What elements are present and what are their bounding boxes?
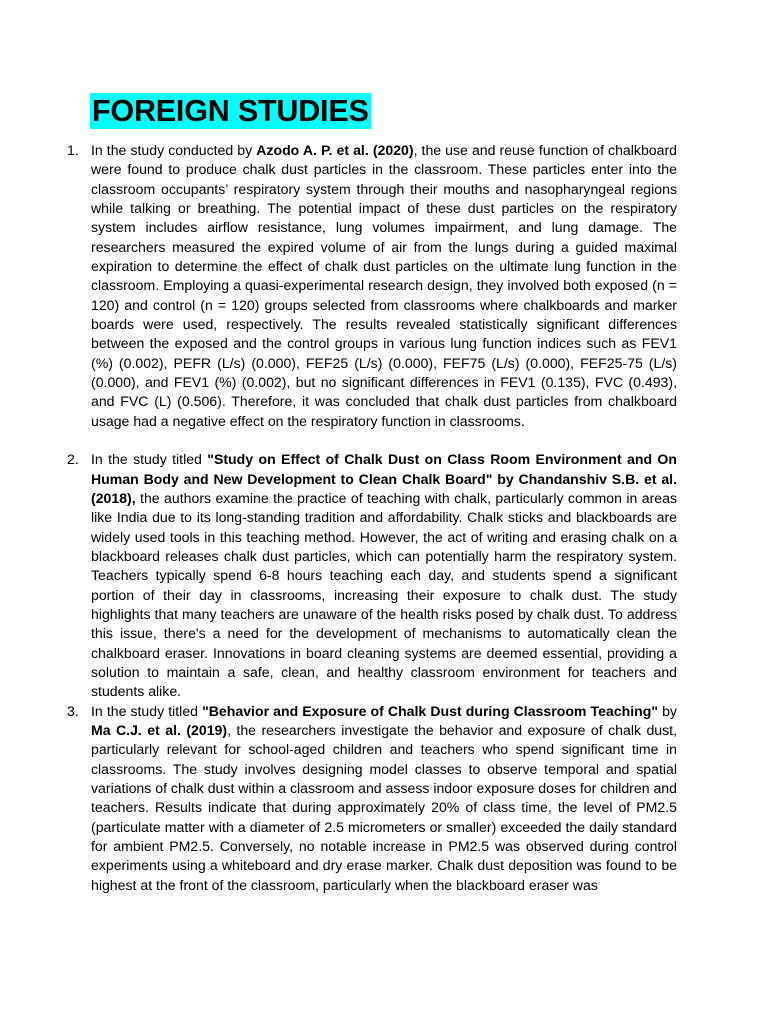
list-item [67,702,677,895]
item-text-lead: In the study conducted by [91,142,257,158]
item-citation: Azodo A. P. et al. (2020) [256,142,414,158]
item-citation: Ma C.J. et al. (2019) [91,721,228,738]
item-title: "Behavior and Exposure of Chalk Dust during Classroom Teaching" [202,702,659,719]
item-number: 1. [67,142,79,158]
item-text-body: , the use and reuse function of chalkboard were found to produce chalk dust particles in the classroom. These particles enter into the classroom occupants’ respiratory system through their mouths and nasopharyngeal regions while talking or breathing. The potential impact of these dust particles on the respiratory system includes airflow resistance, lung volumes impairment, and lung damage. The researchers measured the expired volume of air from the lungs during a guided maximal expiration to determine the effect of chalk dust particles on the ultimate lung function in the classroom. Employing a quasi-experimental research design, they involved both exposed (n = 120) and control (n = 120) groups selected from classrooms where chalkboards and marker boards were used, respectively. The results revealed statistically significant differences between the exposed and the control groups in various lung function indices such as FEV1 (%) (0.002), PEFR (L/s) (0.000), FEF25 (L/s) (0.000), FEF75 (L/s) (0.000), FEF25-75 (L/s) (0.000), and FEV1 (%) (0.002), but no significant differences in FEV1 (0.135), FVC (0.493), and FVC (L) (0.506). Therefore, it was concluded that chalk dust particles from chalkboard usage had a negative effect on the respiratory function in classrooms. [91,142,677,429]
item-text-lead: In the study titled [91,702,203,719]
item-text-lead: In the study titled [91,451,208,468]
item-number: 3. [67,702,79,719]
studies-list [0,141,768,895]
item-text-body: the authors examine the practice of teaching with chalk, particularly common in areas like India due to its long-standing tradition and affordability. Chalk sticks and blackboards are widely used tools in this teaching method. However, the act of writing and erasing chalk on a blackboard releases chalk dust particles, which can potentially harm the respiratory system. Teachers typically spend 6-8 hours teaching each day, and students spend a significant portion of their day in classrooms, increasing their exposure to chalk dust. The study highlights that many teachers are unaware of the health risks posed by chalk dust. To address this issue, there's a need for the development of mechanisms to automatically clean the chalkboard eraser. Innovations in board cleaning systems are deemed essential, providing a solution to maintain a safe, clean, and healthy classroom environment for teachers and students alike. [91,489,677,700]
item-text-connector: by [658,702,677,719]
item-number: 2. [67,451,79,468]
list-item [67,450,677,701]
item-title-citation: "Study on Effect of Chalk Dust on Class Room Environment and On Human Body and New Development to Clean Chalk Board" by Chandanshiv S.B. et al. (2018), [91,451,677,506]
list-item [67,141,677,431]
item-text-body: , the researchers investigate the behavior and exposure of chalk dust, particularly relevant for school-aged children and teachers who spend significant time in classrooms. The study involves designing model classes to observe temporal and spatial variations of chalk dust within a classroom and assess indoor exposure doses for children and teachers. Results indicate that during approximately 20% of class time, the level of PM2.5 (particulate matter with a diameter of 2.5 micrometers or smaller) exceeded the daily standard for ambient PM2.5. Conversely, no notable increase in PM2.5 was observed during control experiments using a whiteboard and dry erase marker. Chalk dust deposition was found to be highest at the front of the classroom, particularly when the blackboard eraser was [91,721,677,893]
section-heading: FOREIGN STUDIES [92,94,369,128]
